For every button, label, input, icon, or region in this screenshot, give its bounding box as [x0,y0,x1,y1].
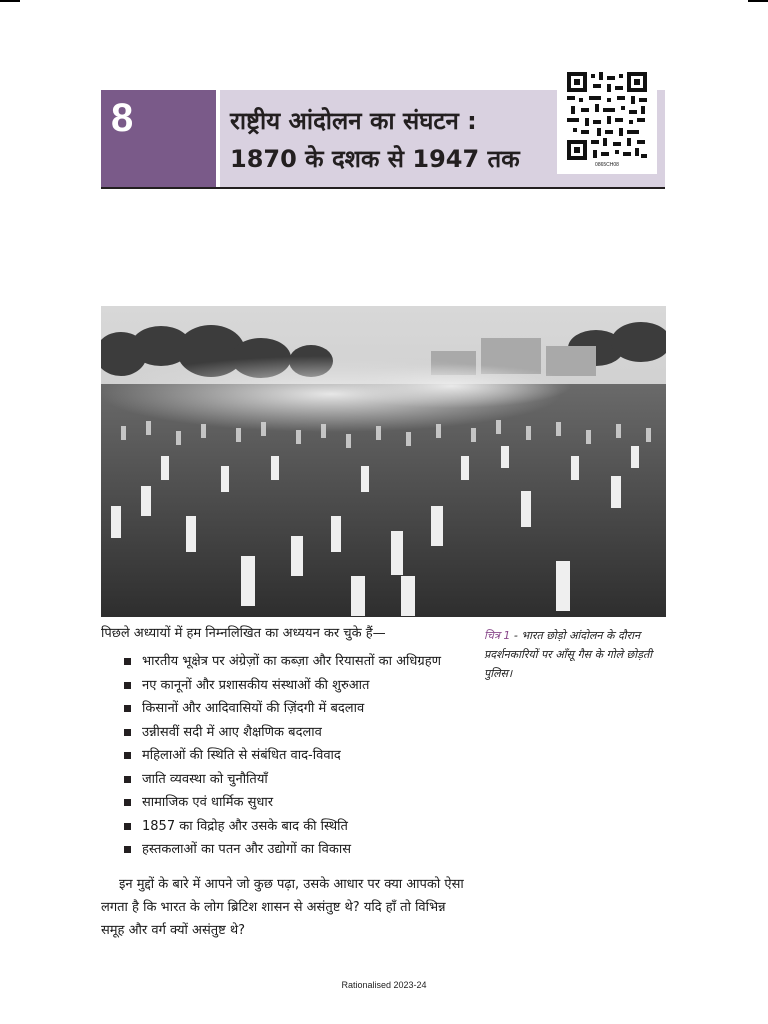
square-bullet-icon [124,682,131,689]
qr-code[interactable] [557,70,657,174]
chapter-number-box [101,90,216,187]
list-item-text: 1857 का विद्रोह और उसके बाद की स्थिति [142,818,348,834]
square-bullet-icon [124,752,131,759]
page-footer: Rationalised 2023-24 [341,980,427,990]
historical-photo [101,306,666,617]
square-bullet-icon [124,776,131,783]
chapter-title-line-2: 1870 के दशक से 1947 तक [230,145,520,173]
topics-list [118,652,441,864]
list-item-text: महिलाओं की स्थिति से संबंधित वाद-विवाद [142,748,341,763]
list-item [118,770,441,794]
list-item-text: जाति व्यवस्था को चुनौतियाँ [142,771,268,787]
list-item-text: सामाजिक एवं धार्मिक सुधार [142,795,274,810]
discussion-question: इन मुद्दों के बारे में आपने जो कुछ पढ़ा, उसके आधार पर क्या आपको ऐसा लगता है कि भारत के लोग ब्रिटिश शासन से असंतुष्ट थे? यदि हाँ तो विभिन्न समूह और वर्ग क्यों असंतुष्ट थे? [101,877,464,938]
list-item [118,746,441,770]
square-bullet-icon [124,729,131,736]
square-bullet-icon [124,823,131,830]
header-rule [101,187,665,189]
qr-code-label: 0865CH08 [595,162,619,168]
crowd-photo-illustration [101,306,666,617]
list-item-text: किसानों और आदिवासियों की ज़िंदगी में बदलाव [142,701,365,716]
list-item [118,793,441,817]
figure-caption-label: चित्र 1 [484,629,511,642]
list-item-text: हस्तकलाओं का पतन और उद्योगों का विकास [142,842,352,857]
figure-caption [484,626,664,683]
list-item [118,699,441,723]
list-item-text: उन्नीसवीं सदी में आए शैक्षणिक बदलाव [142,724,322,740]
list-item-text: भारतीय भूक्षेत्र पर अंग्रेज़ों का कब्ज़ा और रियासतों का अधिग्रहण [142,654,442,669]
list-item [118,817,441,841]
list-item [118,723,441,747]
list-item [118,652,441,676]
qr-code-icon [567,72,647,160]
intro-text: पिछले अध्यायों में हम निम्नलिखित का अध्ययन कर चुके हैं— [101,626,386,641]
square-bullet-icon [124,705,131,712]
square-bullet-icon [124,658,131,665]
chapter-number: 8 [111,96,134,140]
list-item [118,676,441,700]
list-item-text: नए कानूनों और प्रशासकीय संस्थाओं की शुरुआत [142,677,370,693]
figure-caption-text: - भारत छोड़ो आंदोलन के दौरान प्रदर्शनकारियों पर आँसू गैस के गोले छोड़ती पुलिस। [484,629,653,680]
square-bullet-icon [124,799,131,806]
crop-mark-top-right [748,0,768,2]
square-bullet-icon [124,846,131,853]
list-item [118,840,441,864]
chapter-title-line-1: राष्ट्रीय आंदोलन का संघटन : [230,107,477,135]
crop-mark-top-left [0,0,20,2]
